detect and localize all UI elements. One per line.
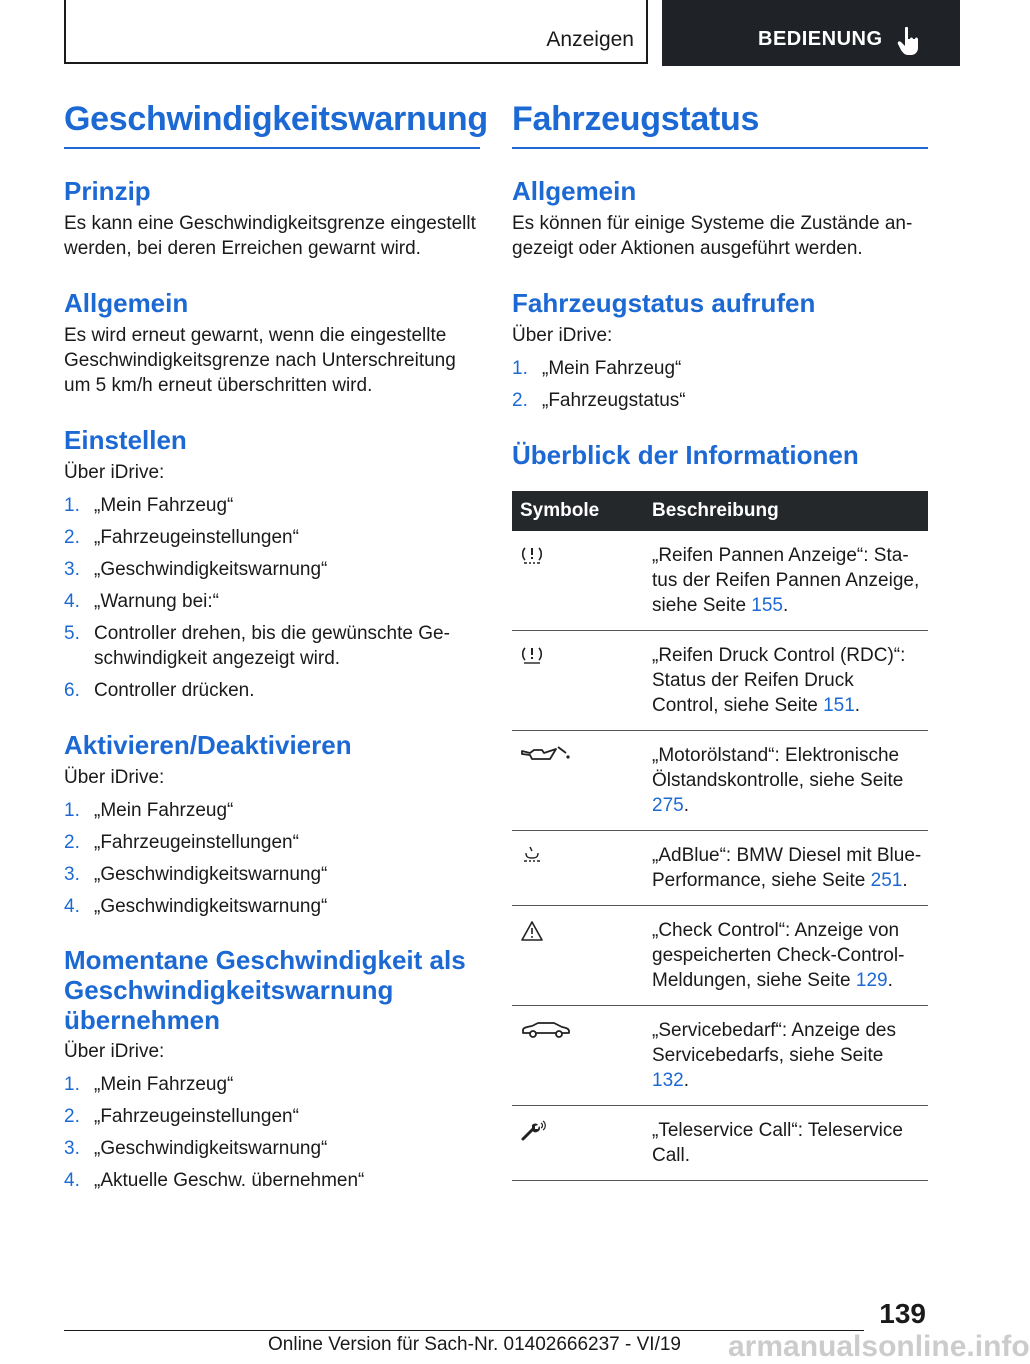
list-item	[64, 798, 480, 823]
list-item	[64, 1104, 480, 1129]
list-item	[512, 356, 928, 381]
list-item	[64, 493, 480, 518]
step-text: Controller drehen, bis die gewünschte Geschwindigkeit angezeigt wird.	[94, 623, 450, 669]
description-text: „Teleservice Call“: Teleservice Call.	[652, 1120, 903, 1166]
page-number: 139	[879, 1298, 926, 1329]
text-allgemein: Es wird erneut gewarnt, wenn die eingestellte Geschwindigkeitsgrenze nach Unterschreitung um 5 km/h erneut überschritten wird.	[64, 325, 456, 396]
description-text: „Reifen Pannen Anzeige“: Status der Reifen Pannen Anzeige, siehe Seite	[652, 545, 920, 616]
table-row	[512, 731, 928, 831]
step-text: Controller drücken.	[94, 680, 255, 701]
tire-warning-icon	[520, 545, 544, 565]
heading-prinzip: Prinzip	[64, 176, 151, 206]
intro-aktivieren: Über iDrive:	[64, 767, 165, 788]
intro-aufrufen: Über iDrive:	[512, 325, 613, 346]
status-table	[512, 491, 928, 1181]
table-row	[512, 1106, 928, 1181]
table-row	[512, 531, 928, 631]
description-text: „Check Control“: Anzeige von gespeicherten Check-Control-Meldungen, siehe Seite	[652, 920, 905, 991]
list-item	[64, 1136, 480, 1161]
tire-pressure-icon	[520, 645, 544, 665]
page-link[interactable]: 132	[652, 1070, 684, 1091]
page-link[interactable]: 129	[855, 970, 888, 991]
step-text: „Mein Fahrzeug“	[94, 1074, 234, 1095]
step-number: 5.	[64, 623, 80, 644]
heading-aktivieren: Aktivieren/Deaktivieren	[64, 730, 352, 760]
table-row	[512, 906, 928, 1006]
step-number: 4.	[64, 896, 80, 917]
text-prinzip: Es kann eine Geschwindigkeitsgrenze eingestellt werden, bei deren Erreichen gewarnt wird.	[64, 213, 476, 259]
description-text: „AdBlue“: BMW Diesel mit BluePerformance, siehe Seite	[652, 845, 922, 891]
page-link[interactable]: 275	[652, 795, 684, 816]
list-item	[64, 589, 480, 614]
list-item	[64, 1072, 480, 1097]
step-text: „Mein Fahrzeug“	[94, 800, 234, 821]
column-header-description: Beschreibung	[644, 491, 928, 531]
intro-momentane: Über iDrive:	[64, 1041, 165, 1062]
watermark: armanualsonline.info	[728, 1330, 1030, 1363]
list-item	[64, 1168, 480, 1193]
heading-allgemein-status: Allgemein	[512, 176, 637, 206]
list-item	[64, 557, 480, 582]
punctuation: .	[683, 795, 689, 816]
oil-can-icon	[520, 745, 572, 765]
heading-ueberblick: Überblick der Informationen	[512, 440, 859, 470]
right-column	[512, 100, 928, 1181]
step-text: „Aktuelle Geschw. übernehmen“	[94, 1170, 365, 1191]
heading-allgemein: Allgemein	[64, 288, 189, 318]
list-item	[64, 830, 480, 855]
list-item	[64, 678, 480, 703]
punctuation: .	[683, 1070, 689, 1091]
list-item	[64, 525, 480, 550]
header-chapter-box	[64, 0, 648, 64]
step-text: „Fahrzeugeinstellungen“	[94, 1106, 299, 1127]
list-item	[512, 388, 928, 413]
header-section-label: BEDIENUNG	[758, 28, 883, 50]
step-number: 1.	[64, 1074, 80, 1095]
table-header-row	[512, 491, 928, 531]
section-title-geschwindigkeitswarnung: Geschwindigkeitswarnung	[64, 100, 480, 149]
step-text: „Geschwindigkeitswarnung“	[94, 896, 328, 917]
step-number: 1.	[64, 800, 80, 821]
step-number: 2.	[512, 390, 528, 411]
step-number: 3.	[64, 1138, 80, 1159]
step-text: „Fahrzeugeinstellungen“	[94, 832, 299, 853]
steps-aufrufen	[512, 356, 928, 413]
table-row	[512, 1006, 928, 1106]
step-text: „Mein Fahrzeug“	[94, 495, 234, 516]
step-number: 1.	[64, 495, 80, 516]
punctuation: .	[887, 970, 893, 991]
intro-einstellen: Über iDrive:	[64, 462, 165, 483]
page-link[interactable]: 251	[870, 870, 903, 891]
page-link[interactable]: 151	[823, 695, 855, 716]
left-column	[64, 100, 488, 1200]
heading-aufrufen: Fahrzeugstatus aufrufen	[512, 288, 816, 318]
list-item	[64, 621, 480, 671]
punctuation: .	[854, 695, 861, 716]
list-item	[64, 862, 480, 887]
description-text: „Servicebedarf“: Anzeige des Servicebedarfs, siehe Seite	[652, 1020, 896, 1066]
adblue-icon	[520, 845, 544, 865]
list-item	[64, 894, 480, 919]
step-text: „Geschwindigkeitswarnung“	[94, 559, 328, 580]
wrench-call-icon	[520, 1120, 548, 1142]
step-number: 3.	[64, 559, 80, 580]
footer-text: Online Version für Sach-Nr. 01402666237 - VI/19	[268, 1334, 681, 1355]
punctuation: .	[902, 870, 908, 891]
column-header-symbol: Symbole	[512, 491, 644, 531]
warning-triangle-icon	[520, 920, 544, 942]
step-number: 1.	[512, 358, 528, 379]
step-number: 2.	[64, 832, 80, 853]
text-allgemein-status: Es können für einige Systeme die Zustände angezeigt oder Aktionen ausgeführt werden.	[512, 213, 913, 259]
step-number: 2.	[64, 527, 80, 548]
step-text: „Fahrzeugeinstellungen“	[94, 527, 299, 548]
step-number: 2.	[64, 1106, 80, 1127]
step-number: 4.	[64, 1170, 80, 1191]
section-title-fahrzeugstatus: Fahrzeugstatus	[512, 100, 928, 149]
step-text: „Mein Fahrzeug“	[542, 358, 682, 379]
step-number: 6.	[64, 680, 80, 701]
step-text: „Warnung bei:“	[94, 591, 219, 612]
header-chapter: Anzeigen	[546, 28, 634, 51]
step-text: „Fahrzeugstatus“	[542, 390, 686, 411]
step-text: „Geschwindigkeitswarnung“	[94, 1138, 328, 1159]
step-text: „Geschwindigkeitswarnung“	[94, 864, 328, 885]
header-section-tab	[662, 0, 960, 66]
step-number: 4.	[64, 591, 80, 612]
hand-pointer-icon	[896, 26, 922, 56]
step-number: 3.	[64, 864, 80, 885]
table-row	[512, 831, 928, 906]
steps-momentane	[64, 1072, 480, 1193]
punctuation: .	[783, 595, 789, 616]
table-row	[512, 631, 928, 731]
page-link[interactable]: 155	[751, 595, 783, 616]
description-text: „Reifen Druck Control (RDC)“: Status der Reifen Druck Control, siehe Seite	[652, 645, 906, 716]
service-car-icon	[520, 1020, 572, 1040]
description-text: „Motorölstand“: Elektronische Ölstandskontrolle, siehe Seite	[652, 745, 904, 791]
steps-einstellen	[64, 493, 480, 703]
steps-aktivieren	[64, 798, 480, 919]
heading-einstellen: Einstellen	[64, 425, 187, 455]
heading-momentane: Momentane Geschwindigkeit als Geschwindigkeitswarnung übernehmen	[64, 945, 466, 1035]
